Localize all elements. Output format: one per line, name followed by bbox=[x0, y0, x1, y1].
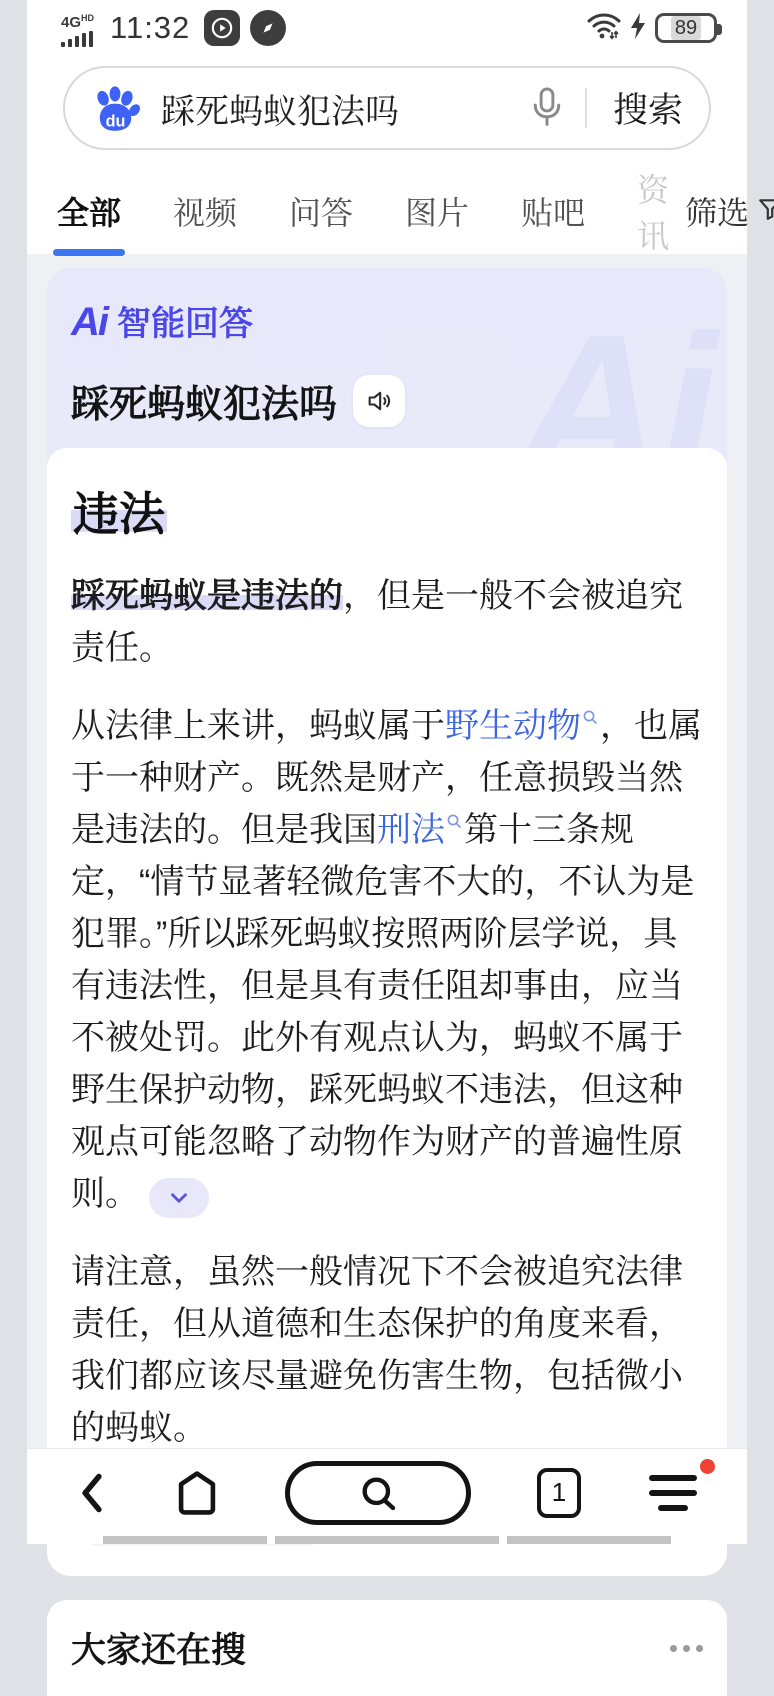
tab-qa[interactable]: 问答 bbox=[289, 195, 354, 231]
battery-level: 89 bbox=[671, 16, 701, 40]
charging-icon bbox=[629, 12, 647, 45]
question-row bbox=[71, 373, 703, 428]
browser-app-icon bbox=[250, 10, 286, 46]
screen bbox=[27, 0, 750, 1670]
tab-all[interactable]: 全部 bbox=[57, 188, 121, 234]
entity-search-icon bbox=[582, 709, 598, 725]
tab-tieba[interactable]: 贴吧 bbox=[521, 195, 586, 231]
ai-watermark: Ai bbox=[517, 294, 717, 517]
svg-text:du: du bbox=[105, 112, 126, 131]
search-box[interactable] bbox=[63, 66, 711, 150]
question-title: 踩死蚂蚁犯法吗 bbox=[71, 384, 338, 426]
search-button[interactable]: 搜索 bbox=[612, 91, 683, 130]
search-section bbox=[27, 56, 747, 168]
result-tabs bbox=[27, 168, 750, 256]
signal-bars-icon bbox=[61, 31, 93, 47]
status-bar-right bbox=[587, 12, 717, 45]
filter-button[interactable] bbox=[685, 188, 774, 234]
tab-images[interactable]: 图片 bbox=[405, 195, 470, 231]
clock: 11:32 bbox=[110, 10, 191, 45]
status-bar bbox=[27, 0, 747, 56]
answer-paragraph-1: 踩死蚂蚁是违法的，但是一般不会被追究责任。 bbox=[71, 577, 683, 667]
highlighted-conclusion: 踩死蚂蚁是违法的 bbox=[71, 577, 343, 615]
home-button[interactable] bbox=[175, 1470, 219, 1516]
read-aloud-button[interactable] bbox=[353, 375, 405, 427]
more-options-icon[interactable] bbox=[670, 1645, 703, 1652]
tabs-button[interactable]: 1 bbox=[537, 1468, 581, 1518]
microphone-icon[interactable] bbox=[529, 86, 565, 130]
expand-answer-button[interactable] bbox=[149, 1178, 209, 1218]
network-type: 4G bbox=[61, 13, 82, 31]
related-searches-card bbox=[47, 1600, 727, 1696]
entity-link-criminal-law[interactable]: 刑法 bbox=[377, 811, 445, 849]
ai-answer-body bbox=[47, 448, 727, 1576]
related-searches-title: 大家还在搜 bbox=[71, 1631, 247, 1670]
entity-search-icon bbox=[446, 813, 462, 829]
answer-paragraph-2: 从法律上来讲，蚂蚁属于野生动物 ，也属于一种财产。既然是财产，任意损毁当然是违法的。但是我国刑法 第十三条规定，“情节显著轻微危害不大的，不认为是犯罪。”所以踩死蚂蚁按照两阶层学说，具有违法性，但是具有责任阻却事由，应当不被处罚。此外有观点认为，蚂蚁不属于野生保护动物，踩死蚂蚁不违法，但这种观点可能忽略了动物作为财产的普遍性原则。 bbox=[71, 700, 703, 1220]
search-shortcut-button[interactable] bbox=[285, 1461, 471, 1525]
video-app-icon bbox=[204, 10, 240, 46]
tab-news[interactable]: 资讯 bbox=[637, 172, 670, 254]
ai-badge bbox=[71, 296, 703, 345]
entity-link-wildlife[interactable]: 野生动物 bbox=[445, 707, 581, 745]
search-input[interactable]: 踩死蚂蚁犯法吗 bbox=[161, 92, 399, 131]
search-divider bbox=[585, 88, 587, 128]
wifi-icon bbox=[587, 12, 621, 45]
ai-badge-label: 智能回答 bbox=[117, 305, 253, 343]
baidu-logo-icon bbox=[89, 82, 141, 134]
signal-indicator bbox=[61, 12, 94, 47]
filter-label: 筛选 bbox=[685, 195, 750, 231]
ai-logo-glyph: Ai bbox=[71, 300, 107, 344]
back-button[interactable] bbox=[75, 1471, 109, 1515]
network-hd-label: HD bbox=[81, 12, 95, 23]
tab-video[interactable]: 视频 bbox=[173, 195, 238, 231]
menu-button[interactable] bbox=[647, 1475, 699, 1511]
battery-icon bbox=[655, 13, 717, 43]
ai-answer-card bbox=[47, 268, 727, 1576]
filter-funnel-icon bbox=[757, 193, 774, 230]
browser-toolbar bbox=[27, 1448, 747, 1544]
answer-paragraph-3: 请注意，虽然一般情况下不会被追究法律责任，但从道德和生态保护的角度来看，我们都应该尽量避免伤害生物，包括微小的蚂蚁。 bbox=[71, 1253, 683, 1447]
notification-dot bbox=[700, 1459, 715, 1474]
verdict-text: 违法 bbox=[73, 488, 165, 540]
gesture-bars bbox=[27, 1536, 747, 1544]
